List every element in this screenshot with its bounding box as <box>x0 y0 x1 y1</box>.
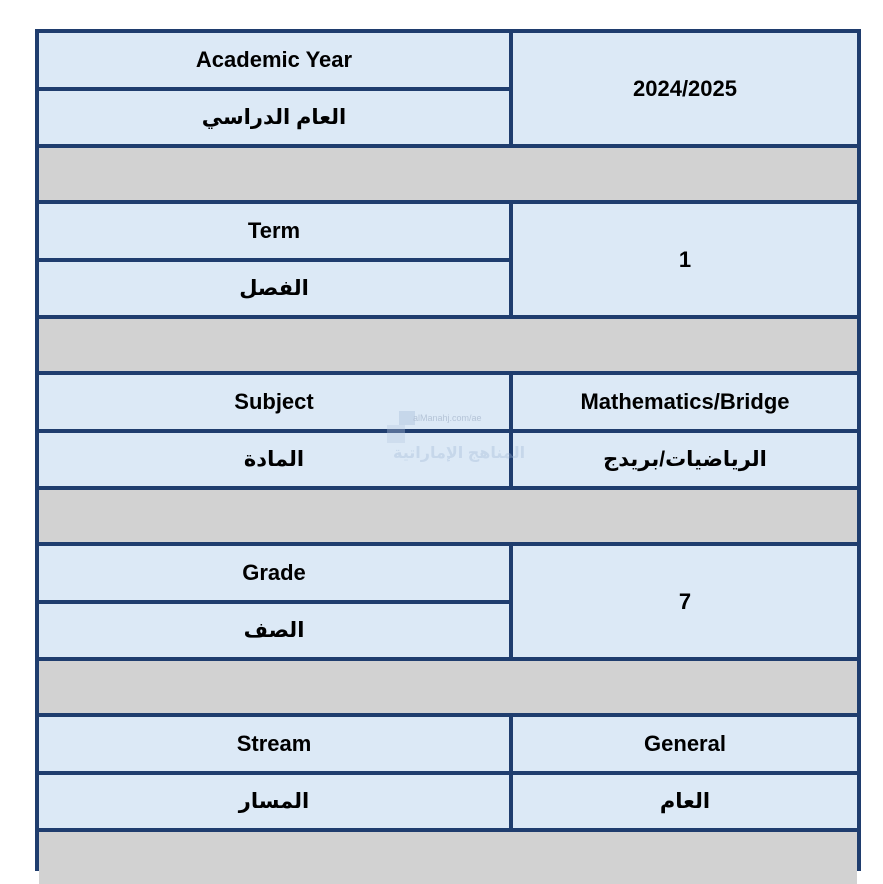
separator-row <box>39 148 857 200</box>
watermark-site: alManahj.com/ae <box>413 413 482 423</box>
subject-block <box>39 375 857 486</box>
term-label-en: Term <box>39 204 509 258</box>
term-block <box>39 204 857 315</box>
subject-label-ar: المادة <box>39 433 509 487</box>
stream-label-en: Stream <box>39 717 509 771</box>
subject-value-ar: الرياضيات/بريدج <box>513 433 857 487</box>
info-sheet <box>35 29 861 871</box>
term-label-ar: الفصل <box>39 262 509 316</box>
watermark-name: المناهج الإماراتية <box>393 445 526 462</box>
grade-block <box>39 546 857 657</box>
academic-year-block <box>39 33 857 144</box>
stream-block <box>39 717 857 828</box>
grade-label-ar: الصف <box>39 604 509 658</box>
term-value: 1 <box>513 204 857 315</box>
stream-value-ar: العام <box>513 775 857 829</box>
stream-label-ar: المسار <box>39 775 509 829</box>
grade-label-en: Grade <box>39 546 509 600</box>
grade-value: 7 <box>513 546 857 657</box>
separator-row <box>39 490 857 542</box>
academic-year-label-ar: العام الدراسي <box>39 91 509 145</box>
separator-row <box>39 661 857 713</box>
academic-year-value: 2024/2025 <box>513 33 857 144</box>
academic-year-label-en: Academic Year <box>39 33 509 87</box>
stream-value-en: General <box>513 717 857 771</box>
separator-row <box>39 832 857 884</box>
separator-row <box>39 319 857 371</box>
subject-value-en: Mathematics/Bridge <box>513 375 857 429</box>
subject-label-en: Subject <box>39 375 509 429</box>
